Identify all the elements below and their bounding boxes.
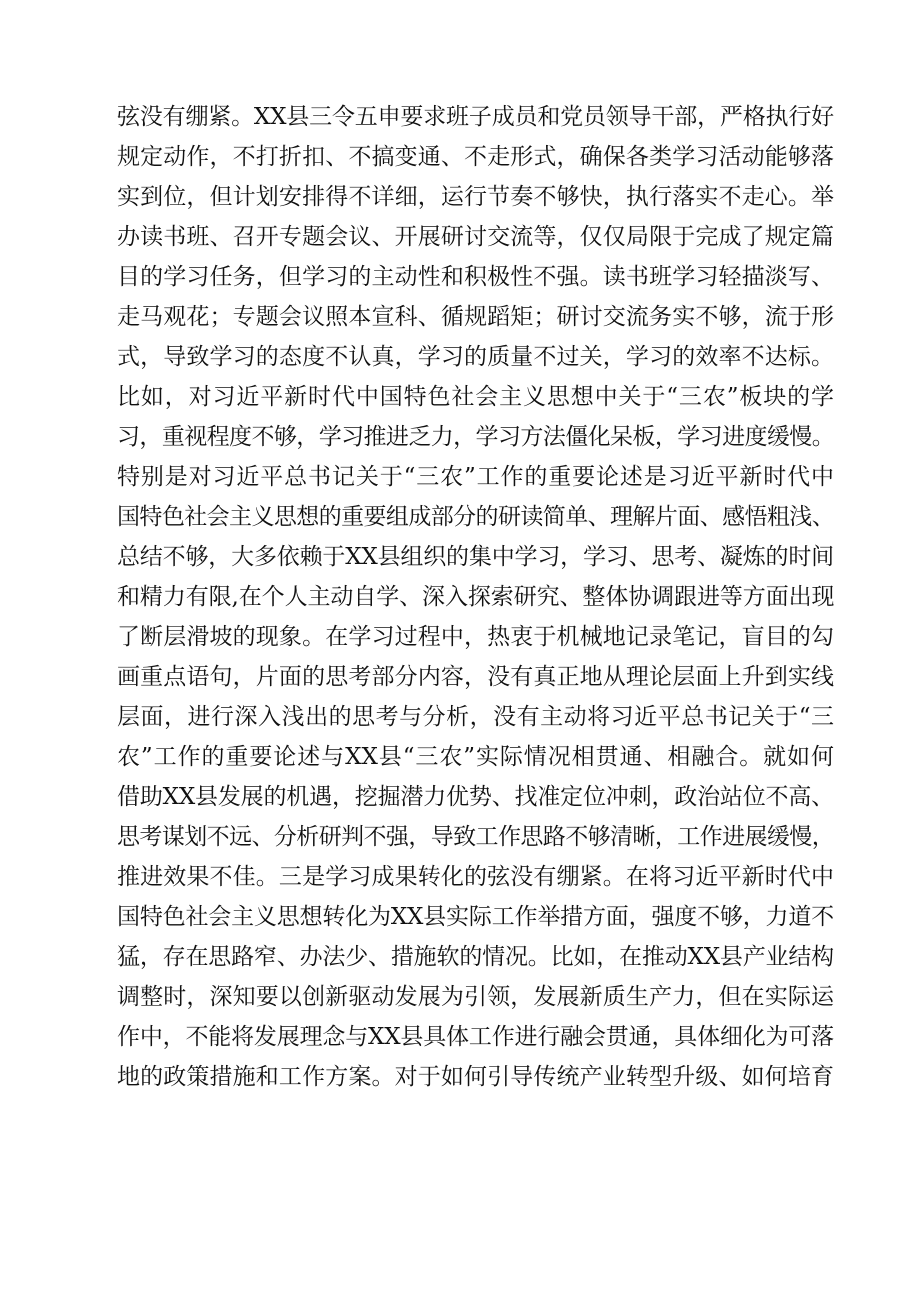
text-line: 办读书班、召开专题会议、开展研讨交流等，仅仅局限于完成了规定篇 (117, 224, 834, 250)
text-line: 走马观花；专题会议照本宣科、循规蹈矩；研讨交流务实不够，流于形 (117, 304, 834, 330)
text-line: 农”工作的重要论述与XX县“三农”实际情况相贯通、相融合。就如何 (117, 744, 834, 770)
text-line: 目的学习任务，但学习的主动性和积极性不强。读书班学习轻描淡写、 (117, 264, 834, 290)
text-line: 弦没有绷紧。XX县三令五申要求班子成员和党员领导干部，严格执行好 (117, 104, 834, 130)
text-line: 国特色社会主义思想的重要组成部分的研读简单、理解片面、感悟粗浅、 (117, 504, 835, 530)
text-line: 作中，不能将发展理念与XX县具体工作进行融会贯通，具体细化为可落 (117, 1024, 834, 1050)
text-line: 了断层滑坡的现象。在学习过程中，热衷于机械地记录笔记，盲目的勾 (117, 624, 834, 650)
text-line: 调整时，深知要以创新驱动发展为引领，发展新质生产力，但在实际运 (117, 984, 834, 1010)
text-line: 猛，存在思路窄、办法少、措施软的情况。比如，在推动XX县产业结构 (117, 944, 834, 970)
text-line: 习，重视程度不够，学习推进乏力，学习方法僵化呆板，学习进度缓慢。 (117, 424, 835, 450)
text-line: 和精力有限,在个人主动自学、深入探索研究、整体协调跟进等方面出现 (117, 584, 835, 610)
text-line: 推进效果不佳。三是学习成果转化的弦没有绷紧。在将习近平新时代中 (117, 864, 834, 890)
body-text (117, 97, 834, 1097)
text-line: 比如，对习近平新时代中国特色社会主义思想中关于“三农”板块的学 (117, 384, 834, 410)
text-line: 地的政策措施和工作方案。对于如何引导传统产业转型升级、如何培育 (117, 1064, 834, 1090)
text-line: 式，导致学习的态度不认真，学习的质量不过关，学习的效率不达标。 (117, 344, 834, 370)
text-line: 国特色社会主义思想转化为XX县实际工作举措方面，强度不够，力道不 (117, 904, 834, 930)
text-line: 特别是对习近平总书记关于“三农”工作的重要论述是习近平新时代中 (117, 464, 834, 490)
text-line: 总结不够，大多依赖于XX县组织的集中学习，学习、思考、凝炼的时间 (117, 544, 834, 570)
text-line: 实到位，但计划安排得不详细，运行节奏不够快，执行落实不走心。举 (117, 184, 834, 210)
text-line: 思考谋划不远、分析研判不强，导致工作思路不够清晰，工作进展缓慢， (117, 824, 835, 850)
text-line: 画重点语句，片面的思考部分内容，没有真正地从理论层面上升到实线 (117, 664, 834, 690)
text-line: 层面，进行深入浅出的思考与分析，没有主动将习近平总书记关于“三 (117, 704, 834, 730)
text-line: 规定动作，不打折扣、不搞变通、不走形式，确保各类学习活动能够落 (117, 144, 834, 170)
text-line: 借助XX县发展的机遇，挖掘潜力优势、找准定位冲刺，政治站位不高、 (117, 784, 834, 810)
